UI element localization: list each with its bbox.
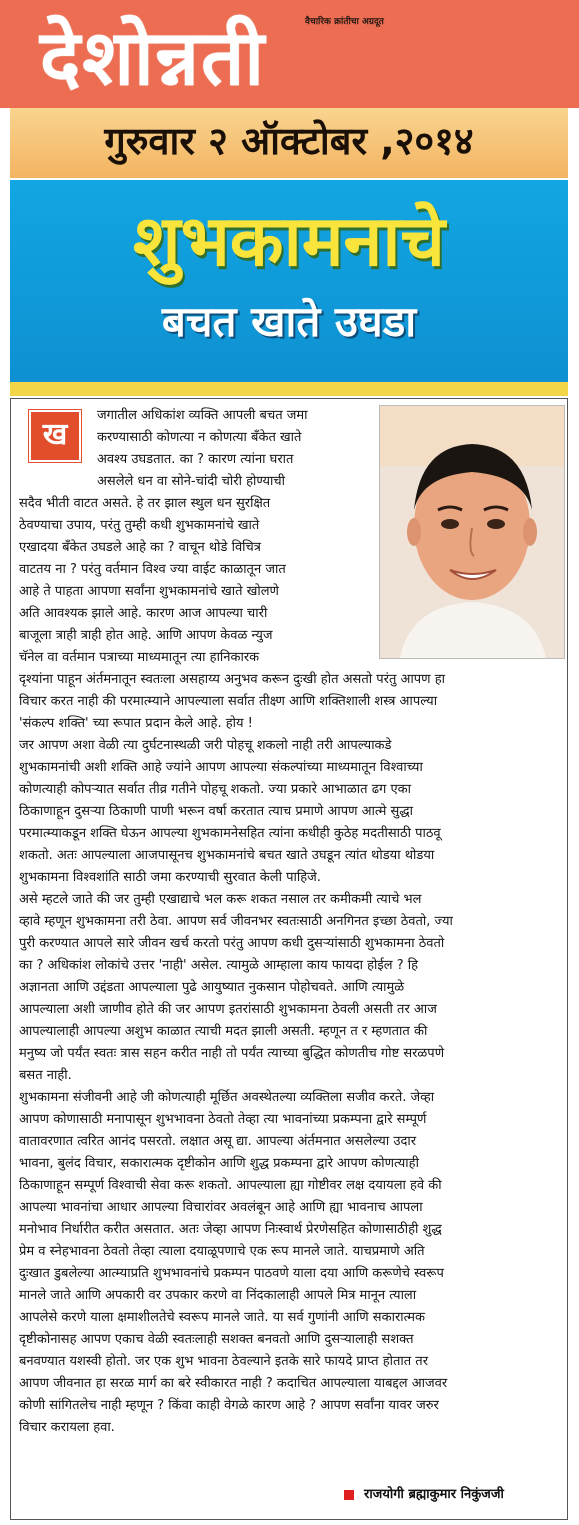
text-line: जगातील अधिकांश व्यक्ति आपली बचत जमा [97,408,308,423]
text-line: आपलेसे करणे याला क्षमाशीलतेचे स्वरूप मानले जाते. या सर्व गुणांनी आणि सकारात्मक [19,1310,426,1325]
text-line: कोणी सांगितलेच नाही म्हणून ? किंवा काही वेगळे कारण आहे ? आपण सर्वांना यावर जरुर [19,1398,439,1413]
text-line: शुभकामना संजीवनी आहे जी कोणत्याही मूर्छित अवस्थेतल्या व्यक्तिला सजीव करते. जेव्हा [19,1090,435,1105]
text-line [19,1439,563,1461]
text-line: आपण जीवनात हा सरळ मार्ग का बरे स्वीकारत नाही ? कदाचित आपल्याला याबद्दल आजवर [19,1376,448,1391]
text-line: कोणत्याही कोपऱ्यात सर्वात तीव्र गतीने पोहचू शकतो. ज्या प्रकारे आभाळात ढग एका [19,782,412,797]
text-line: असलेले धन वा सोने-चांदी चोरी होण्याची [97,474,286,489]
text-line: दृश्यांना पाहून अंर्तमनातून स्वतःला असहाय्य अनुभव करून दुःखी होत असतो परंतु आपण हा [19,672,445,687]
text-line: अति आवश्यक झाले आहे. कारण आज आपल्या चारी [19,606,268,621]
drop-cap: ख [29,410,81,462]
text-line: दृष्टीकोनासह आपण एकाच वेळी स्वतःलाही सशक्त बनवतो आणि दुसऱ्यालाही सशक्त [19,1332,414,1347]
issue-date: गुरुवार २ ऑक्टोबर ,२०१४ [104,119,474,163]
text-line: शुभकामना विश्वशांति साठी जमा करण्याची सुरवात केली पाहिजे. [19,870,321,885]
masthead-tagline: वैचारिक क्रांतीचा अग्रदूत [305,17,384,27]
text-line: सदैव भीती वाटत असते. हे तर झाल स्थुल धन सुरक्षित [19,496,271,511]
text-line: शुभकामनांची अशी शक्ति आहे ज्यांने आपण आपल्या संकल्पांच्या माध्यमातून विश्वाच्या [19,760,423,775]
headline-banner [10,180,568,382]
text-line: बाजूला त्राही त्राही होत आहे. आणि आपण केवळ न्युज [19,628,273,643]
text-line: वाटतय ना ? परंतु वर्तमान विश्व ज्या वाईट काळातून जात [19,562,286,577]
text-line: बसत नाही. [19,1068,72,1083]
text-line: परमात्म्याकडून शक्ति घेऊन आपल्या शुभकामनेसहित त्यांना कधीही कुठेह मदतीसाठी पाठवू [19,826,441,841]
text-line [19,1461,563,1483]
text-line: विचार करायला हवा. [19,1420,115,1435]
text-line: असे म्हटले जाते की जर तुम्ही एखाद्याचे भल करू शकत नसाल तर कमीकमी त्याचे भल [19,892,422,907]
text-line: पुरी करण्यात आपले सारे जीवन खर्च करतो परंतु आपण कधी दुसऱ्यांसाठी शुभकामना ठेवतो [19,936,445,951]
date-band [10,108,568,178]
text-line: भावना, बुलंद विचार, सकारात्मक दृष्टीकोन आणि शुद्ध प्रकम्पना द्वारे आपण कोणत्याही [19,1156,419,1171]
byline-text: राजयोगी ब्रह्माकुमार निकुंजजी [364,1487,504,1502]
text-line: मनुष्य जो पर्यंत स्वतः त्रास सहन करीत नाही तो पर्यंत त्याच्या बुद्धित कोणतीच गोष्ट सरळपणे [19,1046,445,1061]
text-line: करण्यासाठी कोणत्या न कोणत्या बँकेत खाते [97,430,302,445]
newspaper-logo: देशोन्नती [40,13,267,102]
text-line: प्रेम व स्नेहभावना ठेवतो तेव्हा त्याला दयाळूपणाचे एक रूप मानले जाते. याचप्रमाणे अति [19,1244,425,1259]
text-line: आहे ते पाहता आपणा सर्वांना शुभकामनांचे खाते खोलणे [19,584,279,599]
text-line: वातावरणात त्वरित आनंद पसरतो. लक्षात असू द्या. आपल्या अंर्तमनात असलेल्या उदार [19,1134,417,1149]
article-body [19,405,563,1483]
divider-strip [10,382,568,396]
text-line: आपल्या भावनांचा आधार आपल्या विचारांवर अवलंबून आहे आणि ह्या भावनाच आपला [19,1200,423,1215]
text-line: बनवण्यात यशस्वी होतो. जर एक शुभ भावना ठेवल्याने इतके सारे फायदे प्राप्त होतात तर [19,1354,429,1369]
bullet-square-icon [344,1490,354,1500]
text-line: मानले जाते आणि अपकारी वर उपकार करणे वा निंदकालाही आपले मित्र मानून त्याला [19,1288,417,1303]
text-line: जर आपण अशा वेळी त्या दुर्घटनास्थळी जरी पोहचू शकलो नाही तरी आपल्याकडे [19,738,392,753]
text-line: 'संकल्प शक्ति' च्या रूपात प्रदान केले आहे. होय ! [19,716,253,731]
text-line: शकतो. अतः आपल्याला आजपासूनच शुभकामनांचे बचत खाते उघडून त्यांत थोडया थोडया [19,848,435,863]
text-line: आपल्यालाही आपल्या अशुभ काळात त्याची मदत झाली असती. म्हणून त र म्हणतात की [19,1024,428,1039]
article-box [10,398,568,1520]
text-line: एखादया बँकेत उघडले आहे का ? वाचून थोडे विचित्र [19,540,261,555]
text-line: आपण कोणासाठी मनापासून शुभभावना ठेवतो तेव्हा त्या भावनांच्या प्रकम्पना द्वारे सम्पूर्ण [19,1112,427,1127]
text-line: आपल्याला अशी जाणीव होते की जर आपण इतरांसाठी शुभकामना ठेवली असती तर आज [19,1002,437,1017]
text-line: ठेवण्याचा उपाय, परंतु तुम्ही कधी शुभकामनांचे खाते [19,518,260,533]
text-line: अज्ञानता आणि उद्दंडता आपल्याला पुढे आयुष्यात नुकसान पोहोचवते. आणि त्यामुळे [19,980,405,995]
headline-title: शुभकामनाचे [133,200,445,282]
text-line: मनोभाव निर्धारीत करीत असतात. अतः जेव्हा आपण निःस्वार्थ प्रेरणेसहित कोणासाठीही शुद्ध [19,1222,442,1237]
masthead [0,0,579,108]
text-line: ठिकाणाहून सम्पूर्ण विश्वाची सेवा करू शकतो. आपल्याला ह्या गोष्टीवर लक्ष दयायला हवे की [19,1178,442,1193]
text-line: चॅनेल वा वर्तमान पत्राच्या माध्यमातून त्या हानिकारक [19,650,260,665]
headline-subtitle: बचत खाते उघडा [161,297,417,346]
text-line: व्हावे म्हणून शुभकामना तरी ठेवा. आपण सर्व जीवनभर स्वतःसाठी अनगिनत इच्छा ठेवतो, ज्या [19,914,453,929]
text-line: दुःखात डुबलेल्या आत्म्याप्रति शुभभावनांचे प्रकम्पन पाठवणे याला दया आणि करूणेचे स्वरूप [19,1266,444,1281]
text-line: विचार करत नाही की परमात्म्याने आपल्याला सर्वात तीक्ष्ण आणि शक्तिशाली शस्त्र आपल्या [19,694,438,709]
text-line: का ? अधिकांश लोकांचे उत्तर 'नाही' असेल. त्यामुळे आम्हाला काय फायदा होईल ? हि [19,958,419,973]
author-byline [344,1484,574,1502]
text-line: ठिकाणाहून दुसऱ्या ठिकाणी पाणी भरून वर्षा करतात त्याच प्रमाणे आपण आत्मे सुद्धा [19,804,414,819]
text-line: अवश्य उघडतात. का ? कारण त्यांना घरात [97,452,294,467]
